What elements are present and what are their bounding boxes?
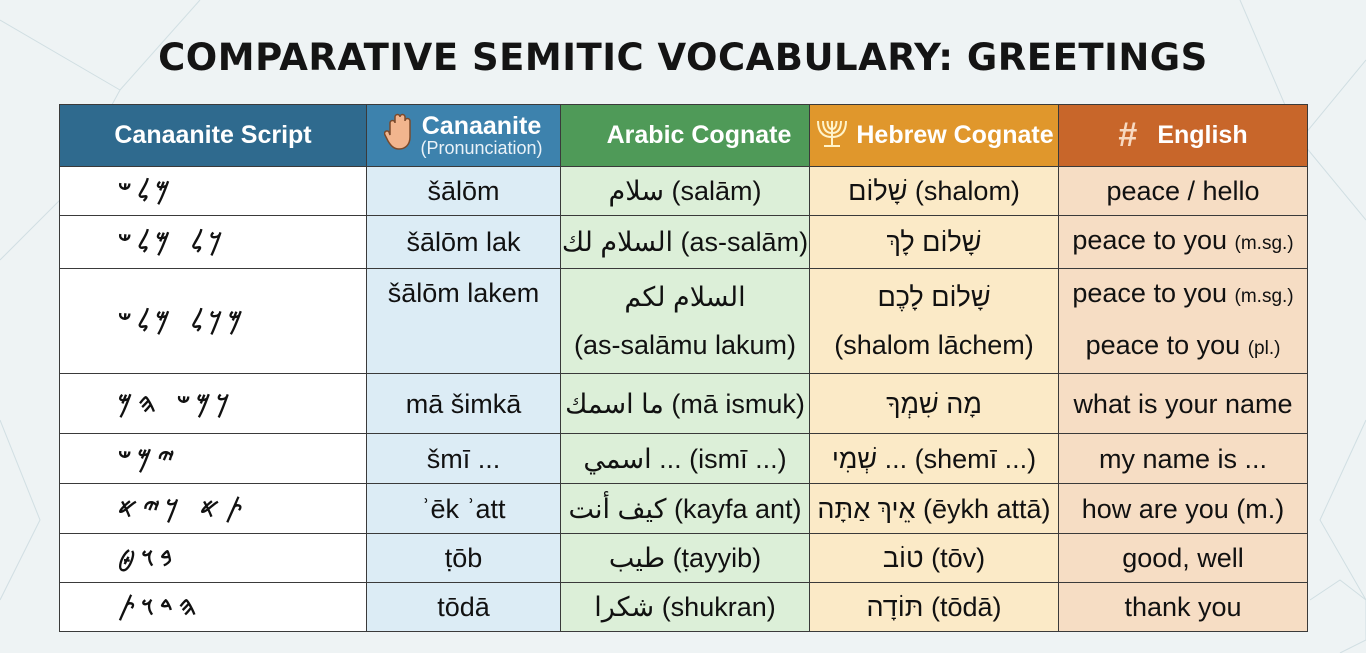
header-canaanite-pronunciation: Canaanite (Pronunciation) (367, 105, 561, 167)
hebrew-cell: שָׁלוֹם (shalom) (810, 167, 1059, 216)
table-row (60, 216, 1308, 269)
english-cell: peace / hello (1059, 167, 1308, 216)
header-arabic: Arabic Cognate (561, 105, 810, 167)
arabic-cell: ما اسمك (mā ismuk) (561, 374, 810, 434)
canaanite-script-cell: 𐤄𐤃𐤅𐤕 (60, 583, 367, 632)
arabic-cell: كيف أنت (kayfa ant) (561, 484, 810, 534)
hand-icon (384, 113, 414, 158)
english-cell: peace to you (m.sg.) peace to you (pl.) (1059, 269, 1308, 374)
header-row (60, 105, 1308, 167)
page-title: COMPARATIVE SEMITIC VOCABULARY: GREETINGS (158, 36, 1208, 79)
table-row (60, 583, 1308, 632)
pronunciation-cell: šālōm lak (367, 216, 561, 269)
english-cell: my name is ... (1059, 434, 1308, 484)
hash-icon: # (1118, 116, 1138, 154)
table-row (60, 434, 1308, 484)
table-row (60, 374, 1308, 434)
table-row (60, 534, 1308, 583)
hebrew-cell: שָׁלוֹם לָכֶם (shalom lāchem) (810, 269, 1059, 374)
canaanite-script-cell: 𐤊𐤌𐤔 𐤄𐤌 (60, 374, 367, 434)
canaanite-script-cell: 𐤌𐤋𐤔 (60, 167, 367, 216)
table-row (60, 167, 1308, 216)
pronunciation-cell: ʾēk ʾatt (367, 484, 561, 534)
menorah-icon (814, 115, 850, 156)
header-hebrew: Hebrew Cognate (810, 105, 1059, 167)
hebrew-cell: שָׁלוֹם לָךְ (810, 216, 1059, 269)
english-cell: good, well (1059, 534, 1308, 583)
pronunciation-cell: šālōm (367, 167, 561, 216)
hebrew-cell: אֵיךְ אַתָּה (ēykh attā) (810, 484, 1059, 534)
table-row (60, 269, 1308, 374)
crescent-moon-icon (579, 115, 601, 156)
arabic-cell: اسمي ... (ismī ...) (561, 434, 810, 484)
pronunciation-cell: tōdā (367, 583, 561, 632)
hebrew-cell: תּוֹדָה (tōdā) (810, 583, 1059, 632)
pronunciation-cell: mā šimkā (367, 374, 561, 434)
arabic-cell: طيب (ṭayyib) (561, 534, 810, 583)
english-cell: what is your name (1059, 374, 1308, 434)
canaanite-script-cell: 𐤊𐤋 𐤌𐤋𐤔 (60, 216, 367, 269)
pronunciation-cell: ṭōb (367, 534, 561, 583)
hebrew-cell: שְׁמִי ... (shemī ...) (810, 434, 1059, 484)
header-english: # English (1059, 105, 1308, 167)
vocabulary-table (59, 104, 1308, 632)
table-row (60, 484, 1308, 534)
hebrew-cell: טוֹב (tōv) (810, 534, 1059, 583)
arabic-cell: السلام لكم (as-salāmu lakum) (561, 269, 810, 374)
english-cell: thank you (1059, 583, 1308, 632)
canaanite-script-cell: 𐤁𐤅𐤈 (60, 534, 367, 583)
english-cell: peace to you (m.sg.) (1059, 216, 1308, 269)
header-canaanite-script: Canaanite Script (60, 105, 367, 167)
arabic-cell: سلام (salām) (561, 167, 810, 216)
arabic-cell: السلام لك (as-salām) (561, 216, 810, 269)
pronunciation-cell: šālōm lakem (367, 269, 561, 374)
canaanite-script-cell: 𐤉𐤌𐤔 (60, 434, 367, 484)
canaanite-script-cell: 𐤌𐤊𐤋 𐤌𐤋𐤔 (60, 269, 367, 374)
arabic-cell: شكرا (shukran) (561, 583, 810, 632)
english-cell: how are you (m.) (1059, 484, 1308, 534)
hebrew-cell: מָה שִׁמְךָ (810, 374, 1059, 434)
canaanite-script-cell: 𐤕𐤀 𐤊𐤉𐤀 (60, 484, 367, 534)
pronunciation-cell: šmī ... (367, 434, 561, 484)
